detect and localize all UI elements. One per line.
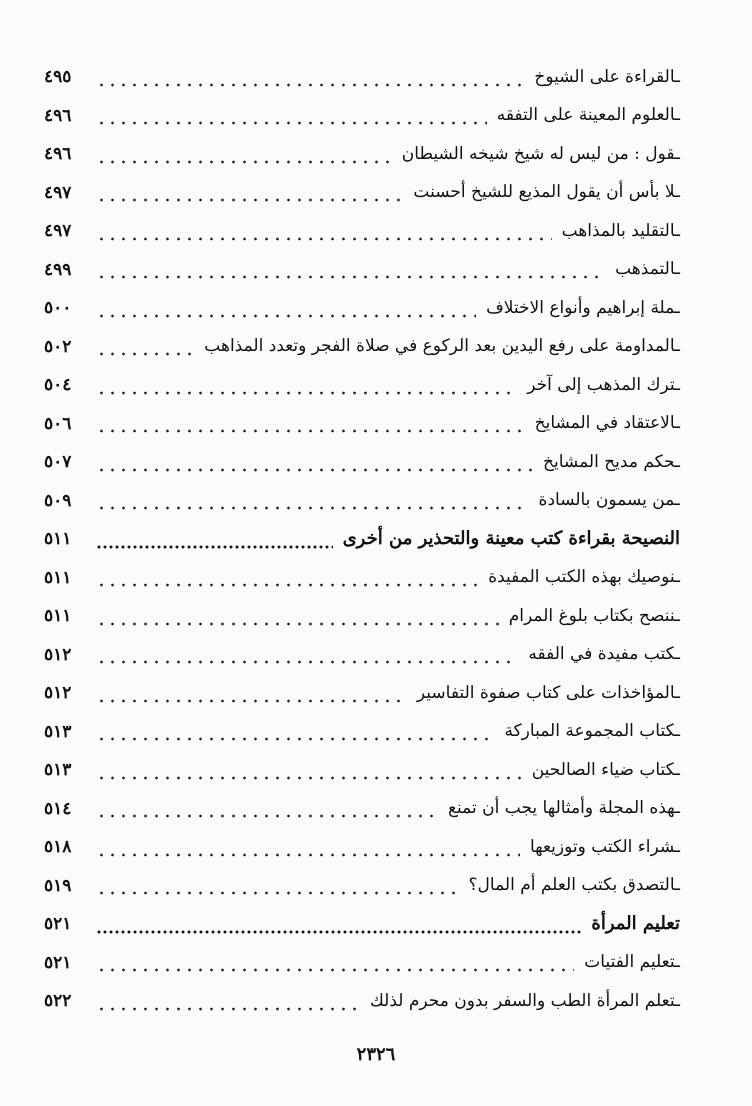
dot-leader xyxy=(96,891,459,895)
dot-leader xyxy=(96,468,533,472)
toc-entry xyxy=(44,58,680,97)
toc-entry-title: ـالمداومة على رفع اليدين بعد الركوع في صلاة الفجر وتعدد المذاهب xyxy=(204,336,680,357)
toc-entry-title: ـالمؤاخذات على كتاب صفوة التفاسير xyxy=(416,682,680,703)
dot-leader xyxy=(96,660,518,664)
dot-leader xyxy=(96,699,407,703)
toc-entry xyxy=(44,636,680,675)
dot-leader xyxy=(96,429,525,433)
toc-entry-title: تعليم المرأة xyxy=(591,913,680,935)
dot-leader xyxy=(96,121,487,125)
toc-entry xyxy=(44,713,680,752)
toc-entry-title: ـالقراءة على الشيوخ xyxy=(534,66,680,87)
toc-entry-page: ٥٠٦ xyxy=(44,413,72,434)
dot-leader xyxy=(96,275,605,279)
toc-entry-page: ٥١٢ xyxy=(44,644,72,665)
toc-entry-title: ـالتقليد بالمذاهب xyxy=(561,220,680,241)
toc-entry-title: ـكتب مفيدة في الفقه xyxy=(528,644,680,665)
dot-leader xyxy=(96,583,478,587)
toc-entry-page: ٤٩٦ xyxy=(44,105,72,126)
toc-entry-title: ـقول : من ليس له شيخ شيخه الشيطان xyxy=(401,143,680,164)
toc-entry-page: ٥٢١ xyxy=(44,952,72,973)
toc-entry-title: ـكتاب المجموعة المباركة xyxy=(504,721,680,742)
toc-entry-page: ٤٩٦ xyxy=(44,144,72,165)
toc-entry xyxy=(44,443,680,482)
toc-entry-page: ٥١١ xyxy=(44,529,72,550)
toc-entry xyxy=(44,982,680,1021)
toc-entry-title: ـحكم مديح المشايخ xyxy=(543,451,680,472)
toc-entry-title: ـترك المذهب إلى آخر xyxy=(527,374,680,395)
toc-entry-title: ـتعلم المرأة الطب والسفر بدون محرم لذلك xyxy=(369,990,680,1011)
dot-leader xyxy=(96,506,529,510)
toc-entry xyxy=(44,174,680,213)
toc-entry-title: ـلا بأس أن يقول المذيع للشيخ أحسنت xyxy=(413,182,680,203)
toc-entry-title: ـننصح بكتاب بلوغ المرام xyxy=(508,605,680,626)
dot-leader xyxy=(96,314,476,318)
dot-leader xyxy=(96,237,552,241)
toc-entry-page: ٥٠٩ xyxy=(44,490,72,511)
toc-entry xyxy=(44,944,680,983)
toc-entry xyxy=(44,597,680,636)
toc-entry-page: ٥٠٤ xyxy=(44,375,72,396)
toc-entry-page: ٥١٤ xyxy=(44,798,72,819)
toc-entry-title: ـالعلوم المعينة على التفقه xyxy=(496,105,680,126)
dot-leader xyxy=(96,853,520,857)
toc-entry-page: ٤٩٧ xyxy=(44,221,72,242)
page-number: ٢٣٢٦ xyxy=(356,1044,396,1065)
toc-entry-page: ٥٠٢ xyxy=(44,336,72,357)
toc-entry xyxy=(44,867,680,906)
dot-leader xyxy=(96,1007,360,1011)
toc-entry-page: ٥٢١ xyxy=(44,914,72,935)
toc-section-heading xyxy=(44,905,680,944)
toc-entry xyxy=(44,790,680,829)
dot-leader xyxy=(96,814,438,818)
dot-leader xyxy=(96,737,494,741)
toc-entry xyxy=(44,405,680,444)
toc-entry-page: ٥٠٧ xyxy=(44,452,72,473)
toc-entry-title: ـالاعتقاد في المشايخ xyxy=(534,413,680,434)
toc-entry xyxy=(44,328,680,367)
toc-entry xyxy=(44,212,680,251)
toc-entry-page: ٥١٣ xyxy=(44,721,72,742)
toc-entry xyxy=(44,97,680,136)
toc-entry xyxy=(44,135,680,174)
toc-entry-title: ـمن يسمون بالسادة xyxy=(538,490,680,511)
table-of-contents xyxy=(44,58,680,1021)
dot-leader xyxy=(96,968,574,972)
toc-entry-title: النصيحة بقراءة كتب معينة والتحذير من أخرى xyxy=(342,528,680,550)
toc-section-heading xyxy=(44,520,680,559)
toc-entry xyxy=(44,366,680,405)
toc-entry-page: ٤٩٧ xyxy=(44,182,72,203)
dot-leader xyxy=(96,352,194,356)
toc-entry-page: ٥٠٠ xyxy=(44,298,72,319)
toc-entry xyxy=(44,289,680,328)
dot-leader xyxy=(96,622,499,626)
dot-leader xyxy=(96,198,403,202)
toc-entry-page: ٤٩٥ xyxy=(44,67,72,88)
dot-leader xyxy=(96,545,333,549)
dot-leader xyxy=(96,930,581,934)
toc-entry xyxy=(44,751,680,790)
toc-entry xyxy=(44,674,680,713)
toc-entry-title: ـنوصيك بهذه الكتب المفيدة xyxy=(488,567,680,588)
toc-entry-title: ـتعليم الفتيات xyxy=(584,952,680,973)
dot-leader xyxy=(96,391,517,395)
toc-entry-page: ٥١١ xyxy=(44,567,72,588)
toc-entry-page: ٥١٨ xyxy=(44,837,72,858)
dot-leader xyxy=(96,776,522,780)
toc-entry-title: ـهذه المجلة وأمثالها يجب أن تمنع xyxy=(448,798,680,819)
toc-entry xyxy=(44,482,680,521)
toc-entry xyxy=(44,828,680,867)
toc-entry-title: ـكتاب ضياء الصالحين xyxy=(531,759,680,780)
toc-entry-title: ـالتمذهب xyxy=(615,259,680,280)
toc-entry-page: ٥١١ xyxy=(44,606,72,627)
toc-entry-page: ٥١٣ xyxy=(44,760,72,781)
toc-entry-page: ٥٢٢ xyxy=(44,991,72,1012)
toc-entry-page: ٥١٩ xyxy=(44,875,72,896)
toc-entry xyxy=(44,251,680,290)
toc-entry-page: ٤٩٩ xyxy=(44,259,72,280)
toc-entry xyxy=(44,559,680,598)
toc-entry-title: ـالتصدق بكتب العلم أم المال؟ xyxy=(468,875,680,896)
dot-leader xyxy=(96,160,392,164)
toc-entry-title: ـشراء الكتب وتوزيعها xyxy=(529,836,680,857)
toc-entry-page: ٥١٢ xyxy=(44,683,72,704)
toc-entry-title: ـملة إبراهيم وأنواع الاختلاف xyxy=(486,297,680,318)
dot-leader xyxy=(96,83,524,87)
